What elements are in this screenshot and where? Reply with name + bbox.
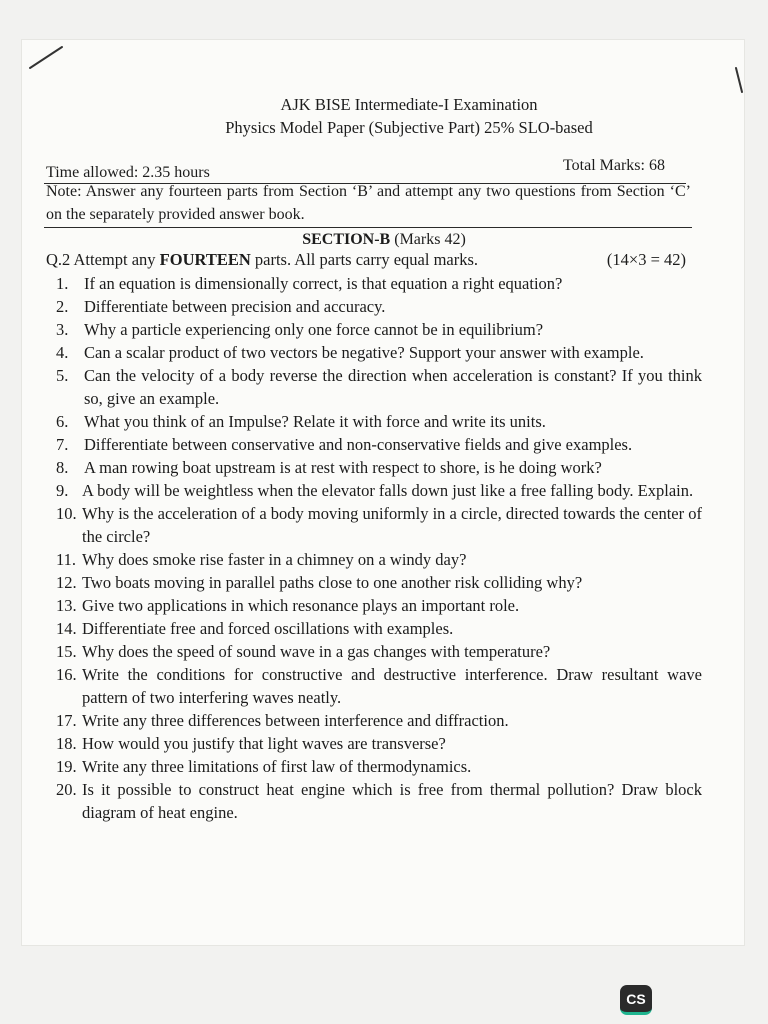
section-title: SECTION-B	[302, 231, 391, 248]
question-item	[56, 594, 702, 617]
question-number: 15.	[56, 642, 77, 661]
question-item	[56, 709, 702, 732]
question-text: Write the conditions for constructive and destructive interference. Draw resultant wave pattern of two interfering waves neatly.	[82, 665, 702, 707]
question-number: 10.	[56, 504, 77, 523]
question-text: Two boats moving in parallel paths close to one another risk colliding why?	[82, 573, 583, 592]
question-item	[56, 479, 702, 502]
question-item	[56, 433, 702, 456]
question-text: Can a scalar product of two vectors be negative? Support your answer with example.	[84, 343, 644, 362]
question-item	[56, 341, 702, 364]
question-number: 14.	[56, 619, 77, 638]
question-item	[56, 640, 702, 663]
question-number: 6.	[56, 412, 69, 431]
question-item	[56, 456, 702, 479]
camscanner-logo-label: CS	[626, 990, 646, 1007]
question-text: How would you justify that light waves are transverse?	[82, 734, 446, 753]
question-number: 7.	[56, 435, 69, 454]
question-text: Why does smoke rise faster in a chimney on a windy day?	[82, 550, 467, 569]
question-number: 17.	[56, 711, 77, 730]
question-text: Give two applications in which resonance plays an important role.	[82, 596, 520, 615]
question-number: 9.	[56, 481, 69, 500]
question-item	[56, 548, 702, 571]
q2-emphasis: FOURTEEN	[159, 250, 251, 269]
question-number: 20.	[56, 780, 77, 799]
question-text: Is it possible to construct heat engine which is free from thermal pollution? Draw block diagram of heat engine.	[82, 780, 702, 822]
exam-title: AJK BISE Intermediate-I Examination	[280, 95, 538, 114]
question-text: Why is the acceleration of a body moving uniformly in a circle, directed towards the center of the circle?	[82, 504, 702, 546]
question-text: If an equation is dimensionally correct, is that equation a right equation?	[84, 274, 563, 293]
question-text: Differentiate between conservative and non-conservative fields and give examples.	[84, 435, 633, 454]
question-item	[56, 272, 702, 295]
question-number: 5.	[56, 366, 69, 385]
question-item	[56, 663, 702, 709]
question-item	[56, 617, 702, 640]
question-number: 19.	[56, 757, 77, 776]
question-item	[56, 364, 702, 410]
q2-marks: (14×3 = 42)	[606, 250, 686, 269]
q2-prefix: Q.2 Attempt any	[46, 250, 160, 269]
question-item	[56, 778, 702, 824]
question-number: 13.	[56, 596, 77, 615]
question-text: Can the velocity of a body reverse the direction when acceleration is constant? If you think so, give an example.	[84, 366, 702, 408]
question-text: Write any three differences between interference and diffraction.	[82, 711, 509, 730]
question-text: What you think of an Impulse? Relate it with force and write its units.	[84, 412, 546, 431]
section-heading	[0, 231, 768, 249]
question-item	[56, 318, 702, 341]
question-text: A man rowing boat upstream is at rest with respect to shore, is he doing work?	[84, 458, 602, 477]
question-item	[56, 295, 702, 318]
question-item	[56, 755, 702, 778]
question-item	[56, 410, 702, 433]
pen-stroke-mark	[28, 44, 64, 70]
question-item	[56, 732, 702, 755]
divider-bottom	[44, 227, 692, 228]
pen-stroke-mark-right	[734, 66, 744, 94]
question-text: Differentiate free and forced oscillations with examples.	[82, 619, 454, 638]
question-number: 4.	[56, 343, 69, 362]
question-number: 18.	[56, 734, 77, 753]
camscanner-logo	[620, 985, 652, 1015]
question-number: 12.	[56, 573, 77, 592]
paper-subtitle: Physics Model Paper (Subjective Part) 25% SLO-based	[225, 118, 593, 137]
question-text: Differentiate between precision and accuracy.	[84, 297, 386, 316]
instructions-note: Note: Answer any fourteen parts from Section ‘B’ and attempt any two questions from Section ‘C’ on the separately provided answer book.	[46, 183, 691, 223]
question-text: Why a particle experiencing only one force cannot be in equilibrium?	[84, 320, 544, 339]
question-number: 1.	[56, 274, 69, 293]
time-allowed: Time allowed: 2.35 hours	[46, 164, 210, 181]
question-number: 8.	[56, 458, 69, 477]
question-item	[56, 502, 702, 548]
question-number: 11.	[56, 550, 77, 569]
question-number: 3.	[56, 320, 69, 339]
question-2-heading	[46, 250, 686, 270]
question-number: 2.	[56, 297, 69, 316]
question-text: Why does the speed of sound wave in a gas changes with temperature?	[82, 642, 551, 661]
total-marks: Total Marks: 68	[563, 157, 665, 174]
q2-suffix: parts. All parts carry equal marks.	[250, 250, 479, 269]
question-text: A body will be weightless when the elevator falls down just like a free falling body. Explain.	[82, 481, 694, 500]
question-list	[56, 272, 702, 824]
section-marks: (Marks 42)	[394, 231, 466, 248]
question-number: 16.	[56, 665, 77, 684]
question-text: Write any three limitations of first law of thermodynamics.	[82, 757, 472, 776]
question-item	[56, 571, 702, 594]
